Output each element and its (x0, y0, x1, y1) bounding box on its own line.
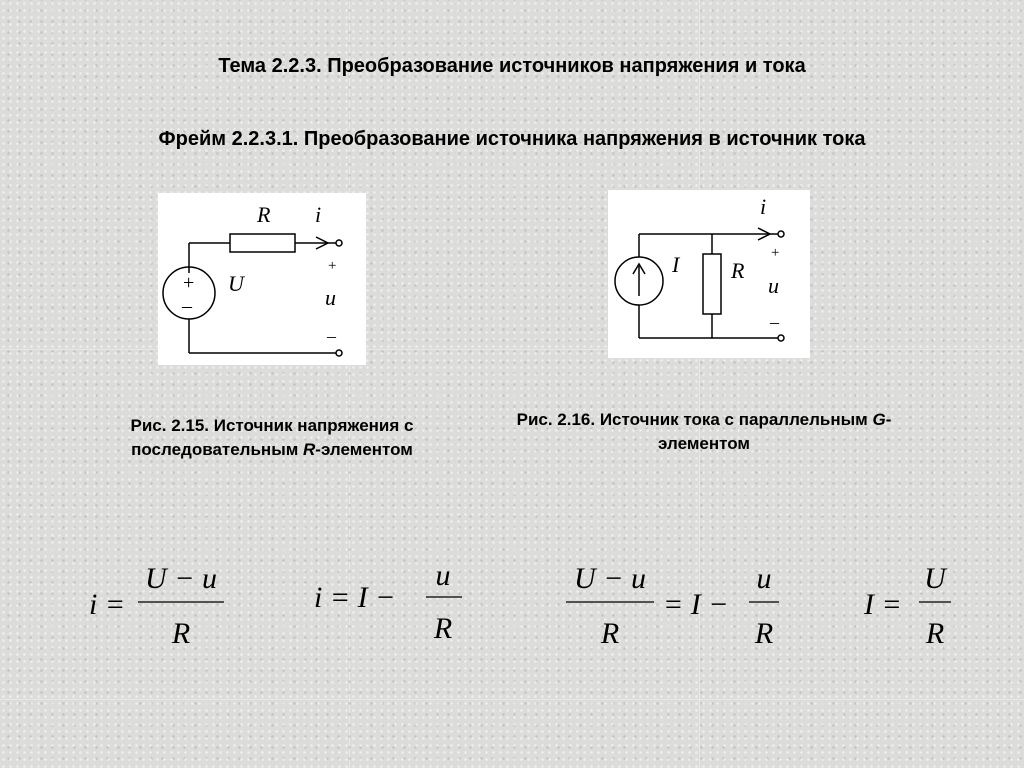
formula1-lhs: i = (89, 588, 126, 621)
terminal-bottom (336, 350, 342, 356)
formula3-mid: = I − (663, 588, 729, 621)
label-u-source: U (228, 271, 244, 296)
topic-title: Тема 2.2.3. Преобразование источников напряжения и тока (218, 55, 806, 77)
label-minus: – (327, 326, 336, 346)
label-i-source: I (672, 252, 680, 277)
formula4-lhs: I = (864, 588, 902, 621)
current-source-circuit-diagram (608, 190, 810, 358)
label-i: i (315, 202, 322, 227)
resistor-r (230, 234, 295, 252)
figure1-caption-suffix: -элементом (315, 440, 413, 459)
label-u-voltage: u (325, 285, 336, 310)
label-r: R (257, 202, 271, 227)
formula3-denominator2: R (754, 617, 774, 650)
label-plus: + (771, 245, 780, 261)
formula-i-from-u (85, 555, 230, 655)
figure1-caption-symbol: R (303, 440, 316, 459)
label-src-plus: + (183, 272, 195, 294)
voltage-source-circuit-diagram (158, 193, 366, 365)
formula3-numerator2: u (756, 562, 772, 595)
label-src-minus: – (182, 295, 192, 317)
label-r: R (731, 258, 745, 283)
formula-i-from-current-source (312, 555, 472, 655)
terminal-bottom (778, 335, 784, 341)
figure-voltage-source (158, 193, 366, 365)
terminal-top (778, 231, 784, 237)
figure1-caption (58, 414, 486, 462)
formula1-numerator: U − u (145, 562, 217, 595)
figure-current-source (608, 190, 810, 358)
formula3-denominator: R (600, 617, 620, 650)
label-minus: – (770, 312, 779, 332)
label-i: i (760, 194, 767, 219)
formula4-numerator: U (924, 562, 946, 595)
frame-title: Фрейм 2.2.3.1. Преобразование источника напряжения в источник тока (158, 128, 866, 150)
label-u-voltage: u (768, 273, 779, 298)
resistor-r (703, 254, 721, 314)
formula2-denominator: R (433, 612, 453, 645)
formula2-numerator: u (435, 559, 451, 592)
terminal-top (336, 240, 342, 246)
figure2-caption-symbol: G (872, 410, 886, 429)
formula-i-source-value (860, 555, 960, 655)
figure2-caption-text: Рис. 2.16. Источник тока с параллельным (516, 410, 873, 429)
figure2-caption (512, 408, 896, 456)
label-plus: + (328, 258, 337, 274)
formula4-denominator: R (925, 617, 945, 650)
formula2-lhs: i = I − (314, 581, 396, 614)
formula3-numerator: U − u (574, 562, 646, 595)
figure2-caption-suffix: -элементом (658, 410, 892, 453)
formula1-denominator: R (171, 617, 191, 650)
figure1-caption-text: Рис. 2.15. Источник напряжения с последовательным (130, 416, 414, 459)
formula-equivalence (560, 555, 790, 655)
